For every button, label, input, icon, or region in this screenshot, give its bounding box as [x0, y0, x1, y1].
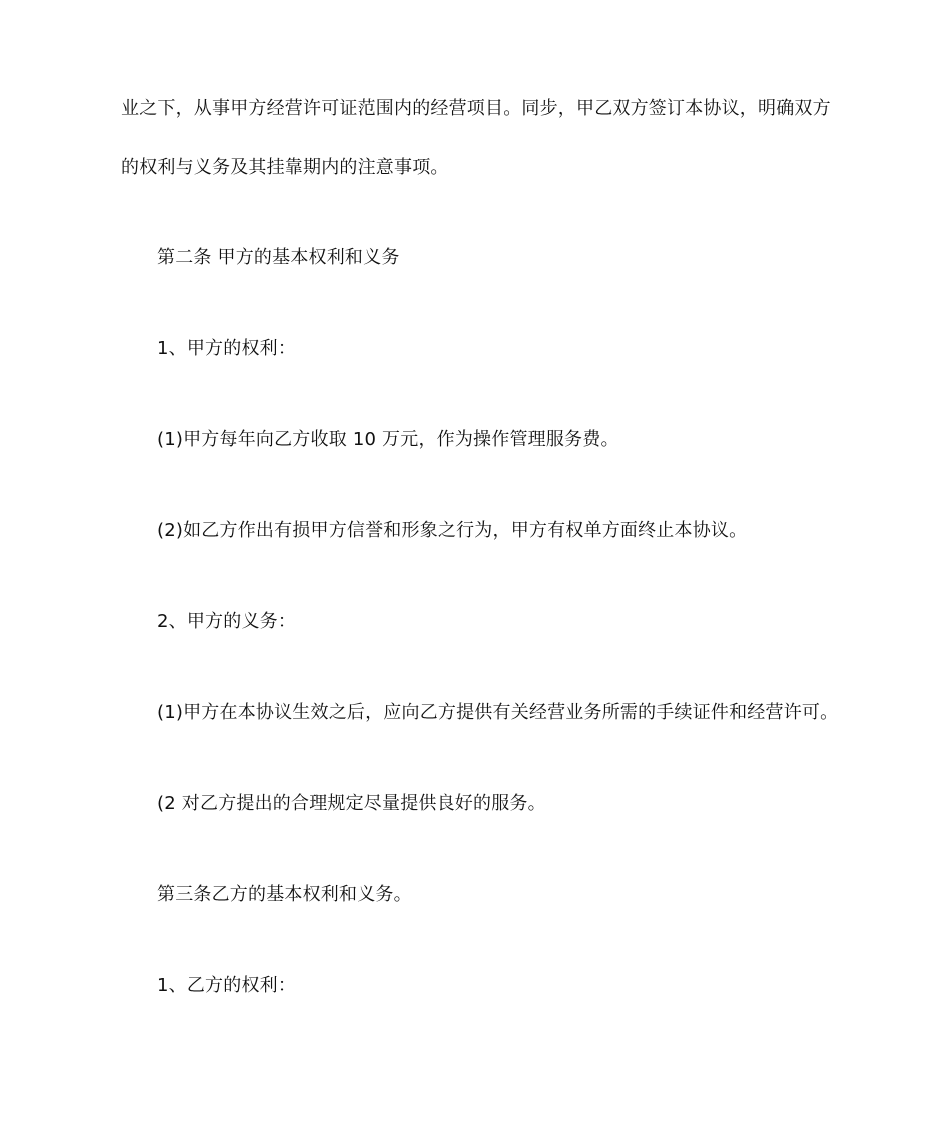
list-item: (1)甲方在本协议生效之后，应向乙方提供有关经营业务所需的手续证件和经营许可。 — [157, 702, 839, 723]
paragraph-line: 业之下，从事甲方经营许可证范围内的经营项目。同步，甲乙双方签订本协议，明确双方 — [121, 98, 831, 119]
list-item: (2 对乙方提出的合理规定尽量提供良好的服务。 — [157, 793, 546, 814]
paragraph-line: 的权利与义务及其挂靠期内的注意事项。 — [121, 157, 449, 178]
section-title: 1、乙方的权利： — [157, 975, 297, 996]
list-item: (1)甲方每年向乙方收取 10 万元，作为操作管理服务费。 — [157, 429, 619, 450]
article-heading: 第三条乙方的基本权利和义务。 — [157, 884, 412, 905]
article-heading: 第二条 甲方的基本权利和义务 — [157, 247, 400, 268]
section-title: 1、甲方的权利： — [157, 338, 297, 359]
section-title: 2、甲方的义务： — [157, 611, 297, 632]
list-item: (2)如乙方作出有损甲方信誉和形象之行为，甲方有权单方面终止本协议。 — [157, 520, 748, 541]
